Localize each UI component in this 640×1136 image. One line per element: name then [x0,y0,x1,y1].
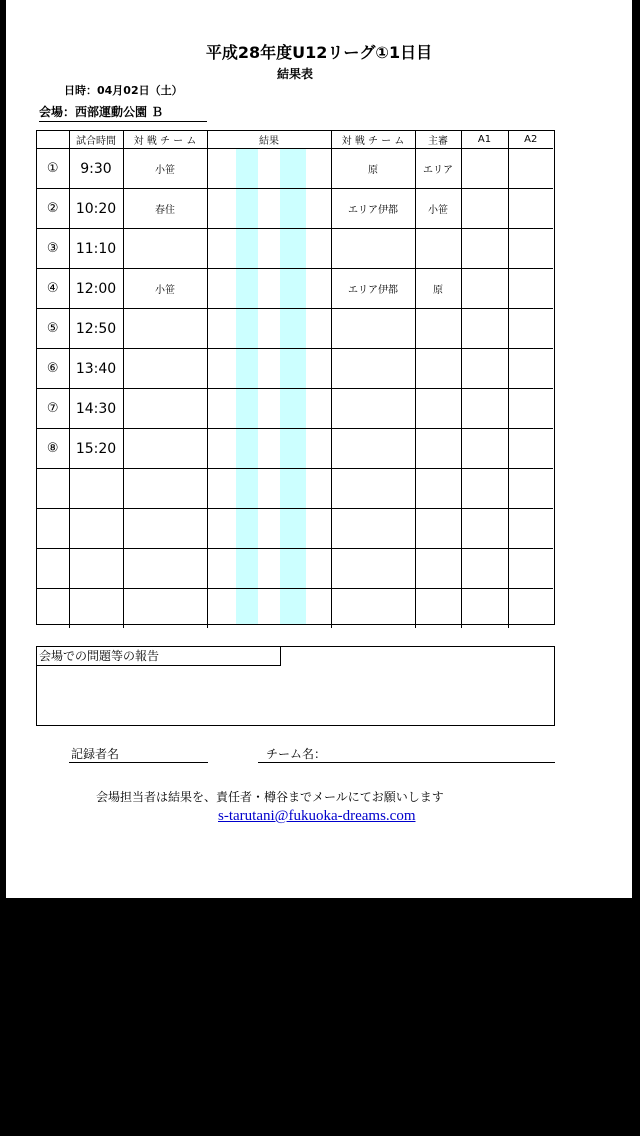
team1-cell [123,429,207,469]
result-cell[interactable] [207,469,331,509]
a2-cell [508,229,553,269]
result-cell[interactable] [207,309,331,349]
team2-cell [331,389,415,429]
match-number: ⑤ [37,309,69,349]
a1-cell [461,469,508,509]
team1-cell [123,349,207,389]
result-cell[interactable] [207,349,331,389]
result-cell[interactable] [207,549,331,589]
a2-cell [508,269,553,309]
a1-cell [461,389,508,429]
team2-cell [331,469,415,509]
result-cell[interactable] [207,269,331,309]
match-number [37,549,69,589]
table-row [37,469,553,509]
team2-cell [331,349,415,389]
table-row [37,309,553,349]
a2-cell [508,389,553,429]
a1-cell [461,349,508,389]
result-cell[interactable] [207,589,331,629]
result-cell[interactable] [207,149,331,189]
email-notice: 会場担当者は結果を、責任者・樽谷までメールにてお願いします [96,790,444,804]
match-number: ④ [37,269,69,309]
result-cell[interactable] [207,189,331,229]
referee-cell: 小笹 [415,189,461,229]
recorder-name-field: 記録者名 [69,745,208,763]
match-number: ⑦ [37,389,69,429]
table-row [37,589,553,629]
header-team1: 対 戦 チ ー ム [123,131,207,149]
team1-cell: 小笹 [123,269,207,309]
a1-cell [461,429,508,469]
a2-cell [508,149,553,189]
team-name-field: チーム名： [258,745,555,763]
referee-cell: エリア [415,149,461,189]
match-number [37,589,69,629]
team2-cell: エリア伊都 [331,269,415,309]
result-cell[interactable] [207,229,331,269]
a1-cell [461,549,508,589]
match-date: 日時：04月02日（土） [64,84,183,97]
referee-cell [415,229,461,269]
match-number: ⑥ [37,349,69,389]
team2-cell: エリア伊都 [331,189,415,229]
match-time: 11:10 [69,229,123,269]
team1-cell: 小笹 [123,149,207,189]
a1-cell [461,149,508,189]
table-row [37,189,553,229]
a1-cell [461,189,508,229]
team1-cell [123,309,207,349]
match-number [37,509,69,549]
team2-cell [331,589,415,629]
referee-cell [415,389,461,429]
team2-cell: 原 [331,149,415,189]
result-cell[interactable] [207,429,331,469]
header-referee: 主審 [415,131,461,149]
referee-cell [415,349,461,389]
match-time: 14:30 [69,389,123,429]
document-subtitle: 結果表 [276,67,313,81]
result-sheet [6,0,632,898]
a2-cell [508,429,553,469]
header-team2: 対 戦 チ ー ム [331,131,415,149]
a1-cell [461,229,508,269]
team2-cell [331,309,415,349]
referee-cell [415,469,461,509]
team2-cell [331,429,415,469]
document-title: 平成28年度U12リーグ①1日目 [205,43,433,62]
report-label: 会場での問題等の報告 [37,647,281,666]
match-time: 12:50 [69,309,123,349]
team1-cell [123,469,207,509]
table-row [37,509,553,549]
a1-cell [461,309,508,349]
header-time: 試合時間 [69,131,123,149]
match-time [69,509,123,549]
a2-cell [508,469,553,509]
referee-cell [415,429,461,469]
schedule-grid [37,131,553,628]
result-cell[interactable] [207,389,331,429]
match-time [69,469,123,509]
table-row [37,389,553,429]
a2-cell [508,509,553,549]
match-time: 10:20 [69,189,123,229]
schedule-table [36,130,555,625]
table-row [37,269,553,309]
match-number [37,469,69,509]
match-time: 12:00 [69,269,123,309]
table-header-row [37,131,553,149]
header-a2: A2 [508,131,553,149]
a1-cell [461,269,508,309]
table-row [37,229,553,269]
venue-label: 会場：西部運動公園 Ｂ [39,103,207,122]
team1-cell: 春住 [123,189,207,229]
team1-cell [123,509,207,549]
team1-cell [123,589,207,629]
team2-cell [331,549,415,589]
match-number: ② [37,189,69,229]
match-number: ③ [37,229,69,269]
a1-cell [461,509,508,549]
match-time: 9:30 [69,149,123,189]
table-row [37,149,553,189]
header-no [37,131,69,149]
a2-cell [508,349,553,389]
referee-cell [415,589,461,629]
email-link[interactable]: s-tarutani@fukuoka-dreams.com [218,808,416,824]
match-time: 13:40 [69,349,123,389]
team1-cell [123,229,207,269]
referee-cell [415,549,461,589]
report-box [36,646,555,726]
match-time [69,589,123,629]
referee-cell [415,309,461,349]
a2-cell [508,309,553,349]
match-number: ⑧ [37,429,69,469]
a2-cell [508,549,553,589]
match-time: 15:20 [69,429,123,469]
match-number: ① [37,149,69,189]
team2-cell [331,229,415,269]
table-row [37,349,553,389]
table-row [37,429,553,469]
header-result: 結果 [207,131,331,149]
team2-cell [331,509,415,549]
team1-cell [123,389,207,429]
referee-cell [415,509,461,549]
a2-cell [508,189,553,229]
header-a1: A1 [461,131,508,149]
match-time [69,549,123,589]
a2-cell [508,589,553,629]
a1-cell [461,589,508,629]
result-cell[interactable] [207,509,331,549]
referee-cell: 原 [415,269,461,309]
team1-cell [123,549,207,589]
table-row [37,549,553,589]
